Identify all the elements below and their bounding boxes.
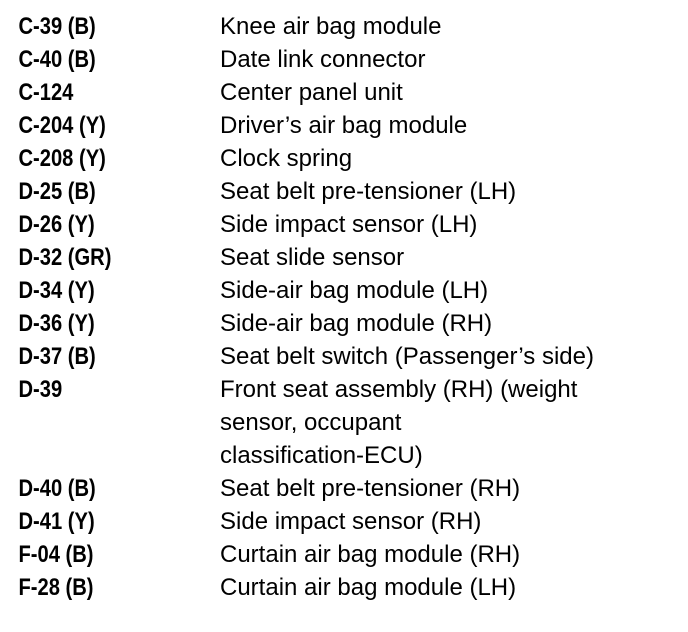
connector-code: C-208 (Y)	[18, 145, 106, 172]
connector-code: D-25 (B)	[18, 178, 96, 205]
connector-description: Side-air bag module (RH)	[220, 310, 493, 337]
connector-description: Curtain air bag module (RH)	[220, 541, 521, 568]
connector-description: Driver’s air bag module	[220, 112, 468, 139]
table-row	[0, 175, 688, 208]
connector-description: Seat belt pre-tensioner (RH)	[220, 475, 521, 502]
connector-code: D-41 (Y)	[18, 508, 95, 535]
connector-description: Side-air bag module (LH)	[220, 277, 489, 304]
connector-description: Seat belt pre-tensioner (LH)	[220, 178, 517, 205]
connector-description: Side impact sensor (RH)	[220, 508, 482, 535]
connector-code: C-40 (B)	[18, 46, 96, 73]
connector-code: C-204 (Y)	[18, 112, 106, 139]
table-row	[0, 373, 688, 472]
connector-description: Seat belt switch (Passenger’s side)	[220, 343, 594, 370]
connector-description: Curtain air bag module (LH)	[220, 574, 517, 601]
table-row	[0, 10, 688, 43]
connector-code: D-39	[18, 376, 63, 403]
table-row	[0, 307, 688, 340]
connector-code: F-28 (B)	[18, 574, 94, 601]
table-row	[0, 142, 688, 175]
connector-code: D-34 (Y)	[18, 277, 95, 304]
connector-code: C-124	[18, 79, 74, 106]
connector-description: Center panel unit	[220, 79, 403, 106]
connector-code: D-40 (B)	[18, 475, 96, 502]
connector-code: F-04 (B)	[18, 541, 94, 568]
table-row	[0, 109, 688, 142]
connector-description: Clock spring	[220, 145, 353, 172]
connector-code: D-37 (B)	[18, 343, 96, 370]
table-row	[0, 505, 688, 538]
connector-description: Side impact sensor (LH)	[220, 211, 478, 238]
connector-description: Seat slide sensor	[220, 244, 405, 271]
connector-code: D-26 (Y)	[18, 211, 95, 238]
table-row	[0, 571, 688, 604]
connector-code: D-32 (GR)	[18, 244, 112, 271]
connector-description: Front seat assembly (RH) (weight sensor, occupant classification-ECU)	[220, 376, 578, 469]
connector-description: Date link connector	[220, 46, 426, 73]
connector-description: Knee air bag module	[220, 13, 442, 40]
table-row	[0, 472, 688, 505]
connector-table	[0, 10, 688, 604]
table-row	[0, 76, 688, 109]
connector-code: D-36 (Y)	[18, 310, 95, 337]
table-row	[0, 43, 688, 76]
table-row	[0, 340, 688, 373]
table-row	[0, 208, 688, 241]
table-row	[0, 538, 688, 571]
connector-code: C-39 (B)	[18, 13, 96, 40]
table-row	[0, 241, 688, 274]
table-row	[0, 274, 688, 307]
